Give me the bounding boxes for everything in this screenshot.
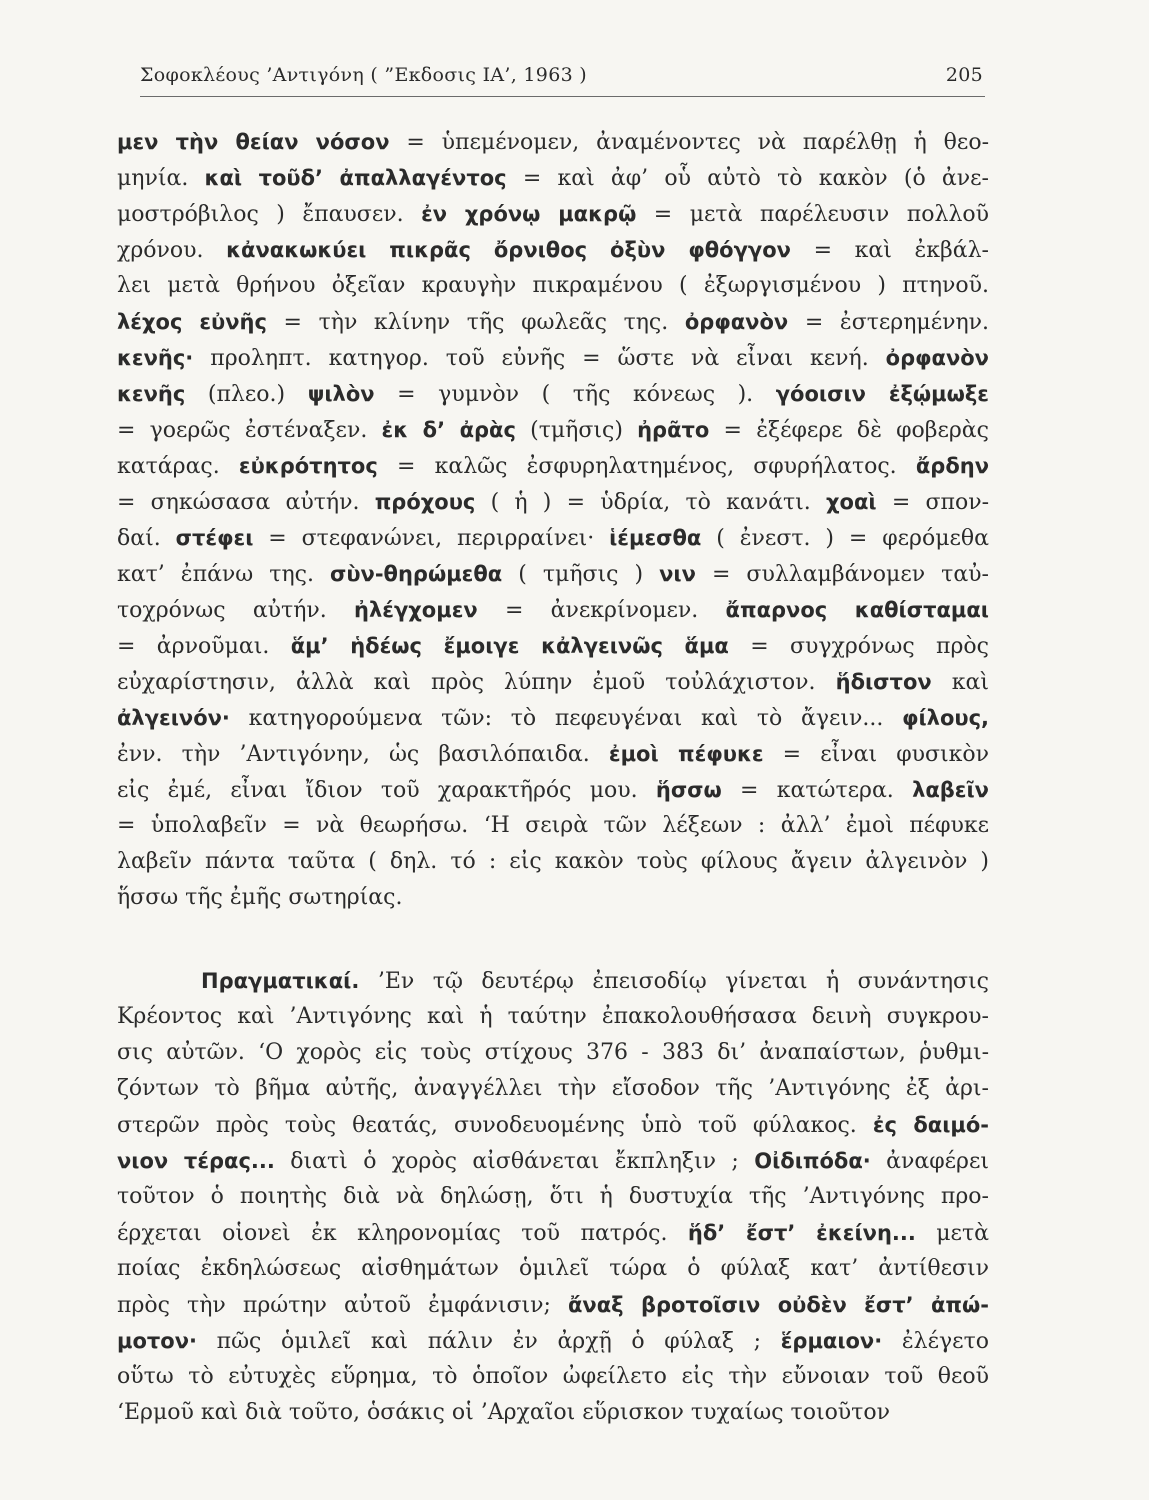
text-run: χρόνου. bbox=[117, 238, 227, 263]
bold-lemma: ἥσσω bbox=[655, 778, 722, 802]
text-run: = μετὰ παρέλευσιν πολλοῦ bbox=[636, 202, 989, 227]
text-run: προληπτ. κατηγορ. τοῦ εὐνῆς = ὥστε νὰ εἶναι κενή. bbox=[193, 346, 886, 371]
text-run: καὶ bbox=[931, 670, 989, 695]
text-line bbox=[117, 1359, 989, 1395]
text-run: = ἐξέφερε δὲ φοβερὰς bbox=[709, 418, 989, 443]
bold-lemma: φίλους, bbox=[902, 706, 989, 730]
text-run: = κατώτερα. bbox=[721, 778, 913, 803]
text-run: στερῶν πρὸς τοὺς θεατάς, συνοδευομένης ὑπὸ τοῦ φύλακος. bbox=[117, 1113, 873, 1138]
text-run: μηνία. bbox=[117, 166, 205, 191]
text-run: = γοερῶς ἐστέναξεν. bbox=[117, 418, 382, 443]
text-line bbox=[117, 1071, 989, 1107]
text-run: = σηκώσασα αὐτήν. bbox=[117, 490, 375, 515]
text-run: οὕτω τὸ εὐτυχὲς εὕρημα, τὸ ὁποῖον ὠφείλετο εἰς τὴν εὔνοιαν τοῦ θεοῦ bbox=[117, 1364, 989, 1389]
text-run: = σπον- bbox=[876, 490, 989, 515]
text-line bbox=[117, 1287, 989, 1323]
text-run: = τὴν κλίνην τῆς φωλεᾶς της. bbox=[266, 310, 685, 335]
paragraph-gap bbox=[117, 916, 989, 963]
text-run: λαβεῖν πάντα ταῦτα ( δηλ. τό : εἰς κακὸν τοὺς φίλους ἄγειν ἀλγεινὸν ) bbox=[117, 849, 989, 874]
bold-lemma: ἐκ δ’ ἀρὰς bbox=[381, 418, 516, 442]
text-line bbox=[117, 700, 989, 736]
bold-lemma: κενῆς· bbox=[117, 346, 194, 370]
commentary-paragraph bbox=[117, 124, 989, 916]
text-line bbox=[117, 484, 989, 520]
text-line bbox=[117, 1215, 989, 1251]
factual-notes-paragraph bbox=[117, 963, 989, 1431]
text-run: = καὶ ἀφ’ οὗ αὐτὸ τὸ κακὸν (ὁ ἀνε- bbox=[506, 166, 989, 191]
text-line bbox=[117, 520, 989, 556]
bold-lemma: κενῆς bbox=[117, 382, 186, 406]
text-run: = στεφανώνει, περιρραίνει· bbox=[253, 526, 610, 551]
bold-lemma: ἱέμεσθα bbox=[609, 526, 702, 550]
text-run: ’Εν τῷ δευτέρῳ ἐπεισοδίῳ γίνεται ἡ συνάντησις bbox=[359, 969, 989, 994]
text-run: ( ἐνεστ. ) = φερόμεθα bbox=[701, 526, 989, 551]
bold-lemma: ὀρφανὸν bbox=[684, 310, 789, 334]
bold-lemma: ὀρφανὸν bbox=[885, 346, 989, 370]
text-run: μετὰ bbox=[915, 1221, 989, 1246]
text-run: = εἶναι φυσικὸν bbox=[763, 742, 989, 767]
text-run: εἰς ἐμέ, εἶναι ἴδιον τοῦ χαρακτῆρός μου. bbox=[117, 778, 656, 803]
text-line bbox=[117, 844, 989, 880]
text-line bbox=[117, 1251, 989, 1287]
text-run: ἐλέγετο bbox=[882, 1329, 989, 1354]
bold-lemma: εὐκρότητος bbox=[238, 454, 378, 478]
text-line bbox=[117, 880, 989, 916]
text-line bbox=[117, 1323, 989, 1359]
text-line bbox=[117, 1035, 989, 1071]
text-run: = ἀρνοῦμαι. bbox=[117, 634, 291, 659]
bold-lemma: ἄρδην bbox=[915, 454, 989, 478]
text-run: ‘Ερμοῦ καὶ διὰ τοῦτο, ὁσάκις οἱ ’Αρχαῖοι εὕρισκον τυχαίως τοιοῦτον bbox=[117, 1400, 890, 1425]
bold-lemma: ἕρμαιον· bbox=[780, 1329, 883, 1353]
text-line bbox=[117, 808, 989, 844]
text-line bbox=[117, 999, 989, 1035]
text-line bbox=[117, 124, 989, 160]
text-line bbox=[117, 1143, 989, 1179]
bold-lemma: λέχος εὐνῆς bbox=[117, 310, 267, 334]
text-run: = ἐστερημένην. bbox=[788, 310, 989, 335]
text-line bbox=[117, 304, 989, 340]
text-run: = ἀνεκρίνομεν. bbox=[477, 598, 726, 623]
bold-lemma: ἥδ’ ἔστ’ ἐκείνη... bbox=[687, 1221, 916, 1245]
bold-lemma: ἥδιστον bbox=[835, 670, 932, 694]
text-run: κατ’ ἐπάνω της. bbox=[117, 562, 330, 587]
bold-lemma: νιον τέρας... bbox=[117, 1149, 275, 1173]
bold-lemma: ἀλγεινόν· bbox=[117, 706, 230, 730]
text-run: λει μετὰ θρήνου ὀξεῖαν κραυγὴν πικραμένου ( ἐξωργισμένου ) πτηνοῦ. bbox=[117, 273, 989, 298]
text-line bbox=[117, 556, 989, 592]
text-run: ( ἡ ) = ὑδρία, τὸ κανάτι. bbox=[475, 490, 826, 515]
text-line bbox=[117, 448, 989, 484]
text-run: = γυμνὸν ( τῆς κόνεως ). bbox=[374, 382, 776, 407]
text-line bbox=[117, 160, 989, 196]
bold-lemma: γόοισιν ἐξῴμωξε bbox=[775, 382, 989, 406]
text-line bbox=[117, 340, 989, 376]
text-run: ἀναφέρει bbox=[870, 1149, 989, 1174]
text-line bbox=[117, 664, 989, 700]
bold-lemma: ἅμ’ ἡδέως ἔμοιγε κἀλγεινῶς ἅμα bbox=[290, 634, 729, 658]
text-run: (πλεο.) bbox=[185, 382, 308, 407]
text-run: Κρέοντος καὶ ’Αντιγόνης καὶ ἡ ταύτην ἐπακολουθήσασα δεινὴ συγκρου- bbox=[117, 1004, 989, 1029]
text-run: τοχρόνως αὐτήν. bbox=[117, 598, 355, 623]
text-run: ποίας ἐκδηλώσεως αἰσθημάτων ὁμιλεῖ τώρα ὁ φύλαξ κατ’ ἀντίθεσιν bbox=[117, 1256, 989, 1281]
bold-lemma: ἠλέγχομεν bbox=[354, 598, 478, 622]
page-number: 205 bbox=[945, 64, 983, 86]
text-run: σις αὐτῶν. ‘Ο χορὸς εἰς τοὺς στίχους 376 - 383 δι’ ἀναπαίστων, ῥυθμι- bbox=[117, 1040, 989, 1065]
text-line bbox=[117, 736, 989, 772]
text-line bbox=[117, 592, 989, 628]
text-line bbox=[117, 1395, 989, 1431]
running-header bbox=[140, 62, 985, 97]
text-line bbox=[117, 963, 989, 999]
bold-lemma: ἄναξ βροτοῖσιν οὐδὲν ἔστ’ ἀπώ- bbox=[568, 1293, 989, 1317]
text-run: έρχεται οἱονεὶ ἐκ κληρονομίας τοῦ πατρός. bbox=[117, 1221, 688, 1246]
text-run: τοῦτον ὁ ποιητὴς διὰ νὰ δηλώσῃ, ὅτι ἡ δυστυχία τῆς ’Αντιγόνης προ- bbox=[117, 1184, 989, 1209]
bold-lemma: ἄπαρνος καθίσταμαι bbox=[725, 598, 989, 622]
text-run: πρὸς τὴν πρώτην αὐτοῦ ἐμφάνισιν; bbox=[117, 1293, 568, 1318]
bold-lemma: μοτον· bbox=[117, 1329, 197, 1353]
text-line bbox=[117, 772, 989, 808]
text-run: = συγχρόνως πρὸς bbox=[728, 634, 989, 659]
text-run: κατηγορούμενα τῶν: τὸ πεφευγέναι καὶ τὸ ἄγειν... bbox=[229, 706, 903, 731]
text-run: εὐχαρίστησιν, ἀλλὰ καὶ πρὸς λύπην ἐμοῦ τοὐλάχιστον. bbox=[117, 670, 836, 695]
text-line bbox=[117, 376, 989, 412]
text-run: μοστρόβιλος ) ἔπαυσεν. bbox=[117, 202, 422, 227]
bold-lemma: σὺν-θηρώμεθα bbox=[329, 562, 503, 586]
bold-lemma: λαβεῖν bbox=[912, 778, 989, 802]
text-run: πῶς ὁμιλεῖ καὶ πάλιν ἐν ἀρχῇ ὁ φύλαξ ; bbox=[197, 1329, 781, 1354]
text-run: = συλλαμβάνομεν ταὐ- bbox=[695, 562, 989, 587]
bold-lemma: κἀνακωκύει πικρᾶς ὄρνιθος ὀξὺν φθόγγον bbox=[226, 238, 791, 262]
bold-lemma: ψιλὸν bbox=[307, 382, 375, 406]
text-run: = ὑπολαβεῖν = νὰ θεωρήσω. ‘Η σειρὰ τῶν λέξεων : ἀλλ’ ἐμοὶ πέφυκε bbox=[117, 813, 989, 838]
text-run: = ὑπεμένομεν, ἀναμένοντες νὰ παρέλθῃ ἡ θεο- bbox=[389, 130, 989, 155]
text-run: ἐνν. τὴν ’Αντιγόνην, ὡς βασιλόπαιδα. bbox=[117, 742, 609, 767]
bold-lemma: Πραγματικαί. bbox=[201, 969, 360, 993]
bold-lemma: ἐν χρόνῳ μακρῷ bbox=[421, 202, 637, 226]
bold-lemma: χοαὶ bbox=[826, 490, 877, 514]
text-run: ( τμῆσις ) bbox=[502, 562, 660, 587]
bold-lemma: μεν τὴν θείαν νόσον bbox=[117, 130, 390, 154]
text-run: = καλῶς ἐσφυρηλατημένος, σφυρήλατος. bbox=[377, 454, 916, 479]
bold-lemma: νιν bbox=[659, 562, 696, 586]
bold-lemma: καὶ τοῦδ’ ἀπαλλαγέντος bbox=[204, 166, 507, 190]
text-run: = καὶ ἐκβάλ- bbox=[790, 238, 989, 263]
text-run: (τμῆσις) bbox=[515, 418, 638, 443]
text-run: δαί. bbox=[117, 526, 176, 551]
bold-lemma: πρόχους bbox=[374, 490, 476, 514]
text-line bbox=[117, 1179, 989, 1215]
bold-lemma: ἐμοὶ πέφυκε bbox=[608, 742, 764, 766]
text-run: κατάρας. bbox=[117, 454, 239, 479]
text-run: ἥσσω τῆς ἐμῆς σωτηρίας. bbox=[117, 885, 403, 910]
bold-lemma: ἐς δαιμό- bbox=[872, 1113, 989, 1137]
text-line bbox=[117, 196, 989, 232]
text-line bbox=[117, 1107, 989, 1143]
text-run: διατὶ ὁ χορὸς αἰσθάνεται ἔκπληξιν ; bbox=[274, 1149, 755, 1174]
text-line bbox=[117, 232, 989, 268]
text-line bbox=[117, 268, 989, 304]
bold-lemma: στέφει bbox=[175, 526, 254, 550]
header-title: Σοφοκλέους ’Αντιγόνη ( ”Εκδοσις ΙΑ’, 1963 ) bbox=[140, 64, 588, 86]
text-line bbox=[117, 412, 989, 448]
bold-lemma: Οἰδιπόδα· bbox=[754, 1149, 871, 1173]
page-body bbox=[117, 124, 989, 1431]
bold-lemma: ἠρᾶτο bbox=[637, 418, 710, 442]
text-run: ζόντων τὸ βῆμα αὐτῆς, ἀναγγέλλει τὴν εἴσοδον τῆς ’Αντιγόνης ἐξ ἀρι- bbox=[117, 1076, 989, 1101]
text-line bbox=[117, 628, 989, 664]
